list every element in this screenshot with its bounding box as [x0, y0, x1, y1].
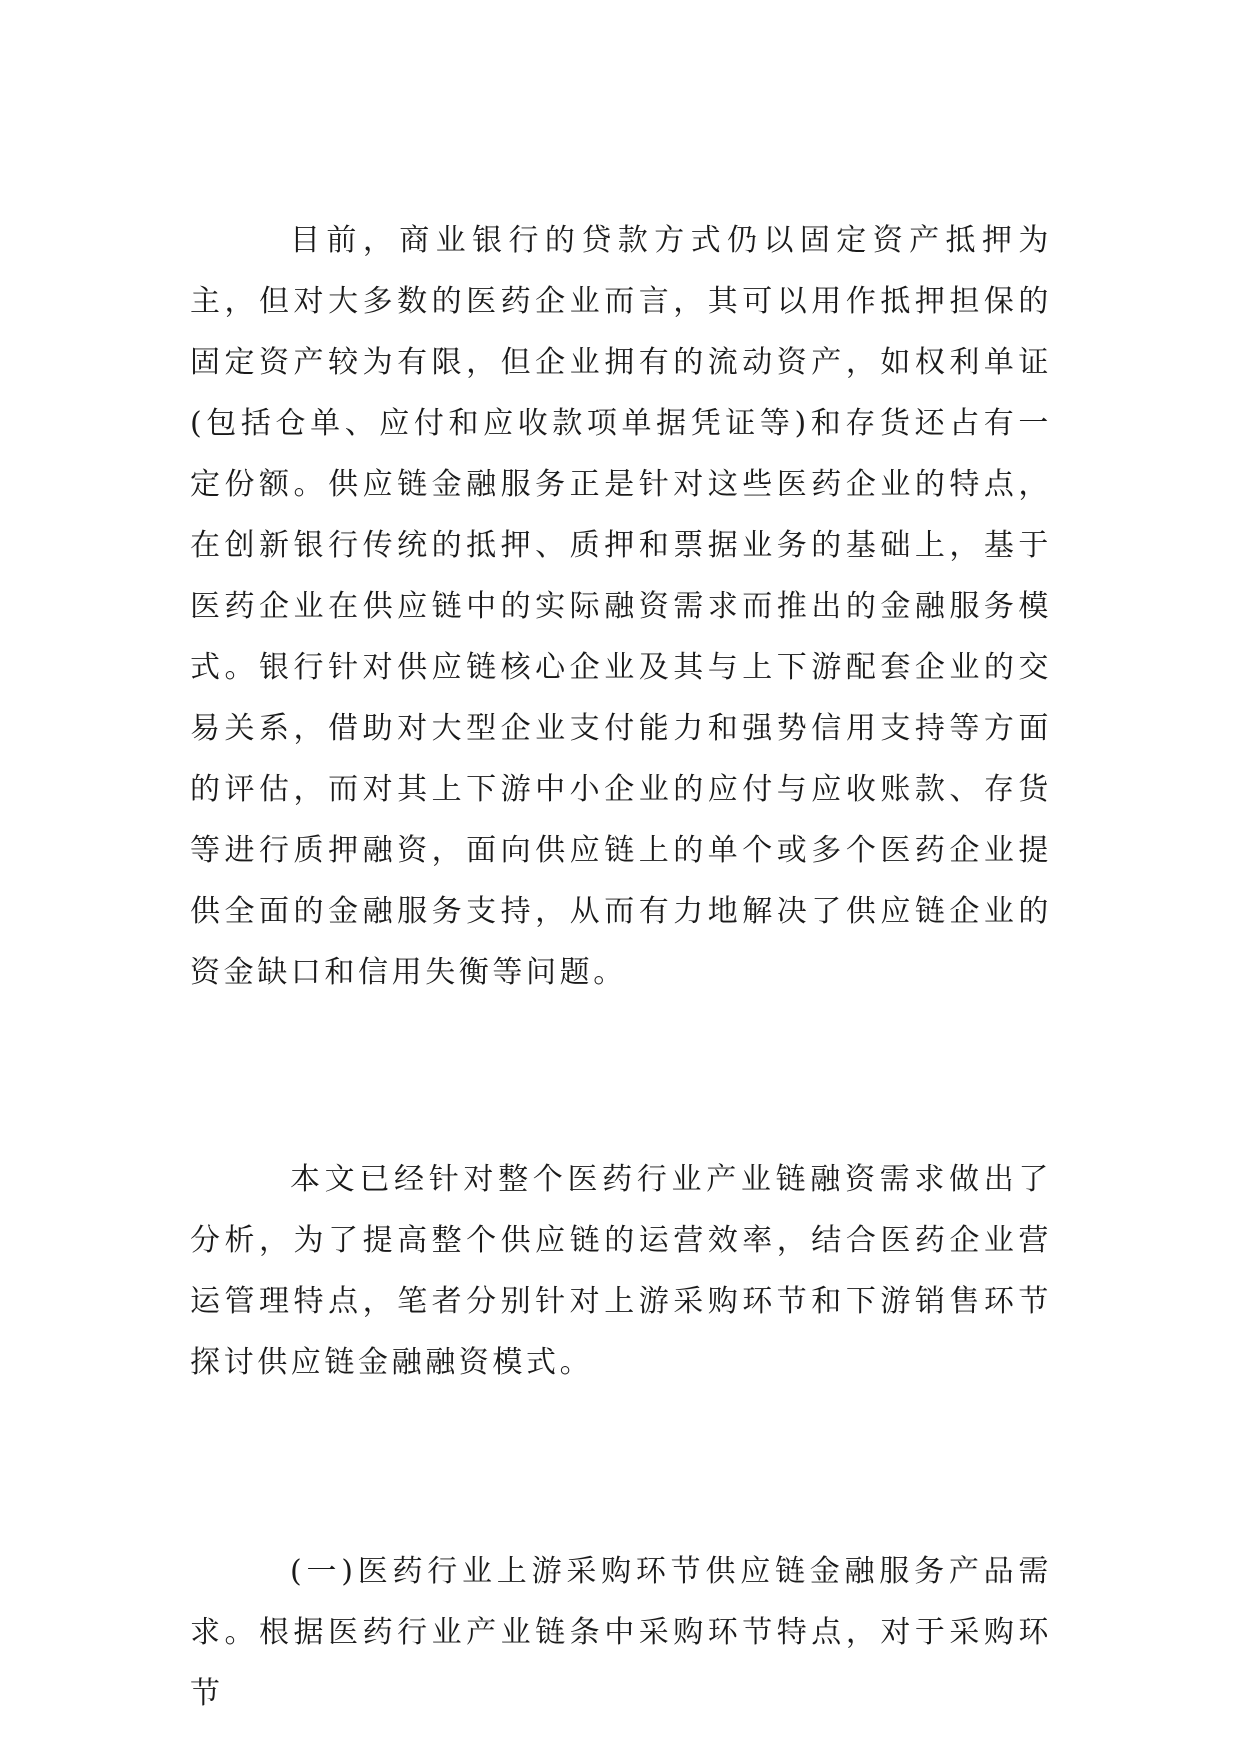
paragraph-upstream-procurement: (一)医药行业上游采购环节供应链金融服务产品需求。根据医药行业产业链条中采购环节特点，对于采购环节: [190, 1554, 1052, 1711]
paragraph-analysis-summary: 本文已经针对整个医药行业产业链融资需求做出了分析，为了提高整个供应链的运营效率，结合医药企业营运管理特点，笔者分别针对上游采购环节和下游销售环节探讨供应链金融融资模式。: [190, 1162, 1052, 1380]
document-body: [190, 210, 1052, 1724]
paragraph-bank-lending: 目前，商业银行的贷款方式仍以固定资产抵押为主，但对大多数的医药企业而言，其可以用作抵押担保的固定资产较为有限，但企业拥有的流动资产，如权利单证(包括仓单、应付和应收款项单据凭证等)和存货还占有一定份额。供应链金融服务正是针对这些医药企业的特点，在创新银行传统的抵押、质押和票据业务的基础上，基于医药企业在供应链中的实际融资需求而推出的金融服务模式。银行针对供应链核心企业及其与上下游配套企业的交易关系，借助对大型企业支付能力和强势信用支持等方面的评估，而对其上下游中小企业的应付与应收账款、存货等进行质押融资，面向供应链上的单个或多个医药企业提供全面的金融服务支持，从而有力地解决了供应链企业的资金缺口和信用失衡等问题。: [190, 223, 1052, 990]
